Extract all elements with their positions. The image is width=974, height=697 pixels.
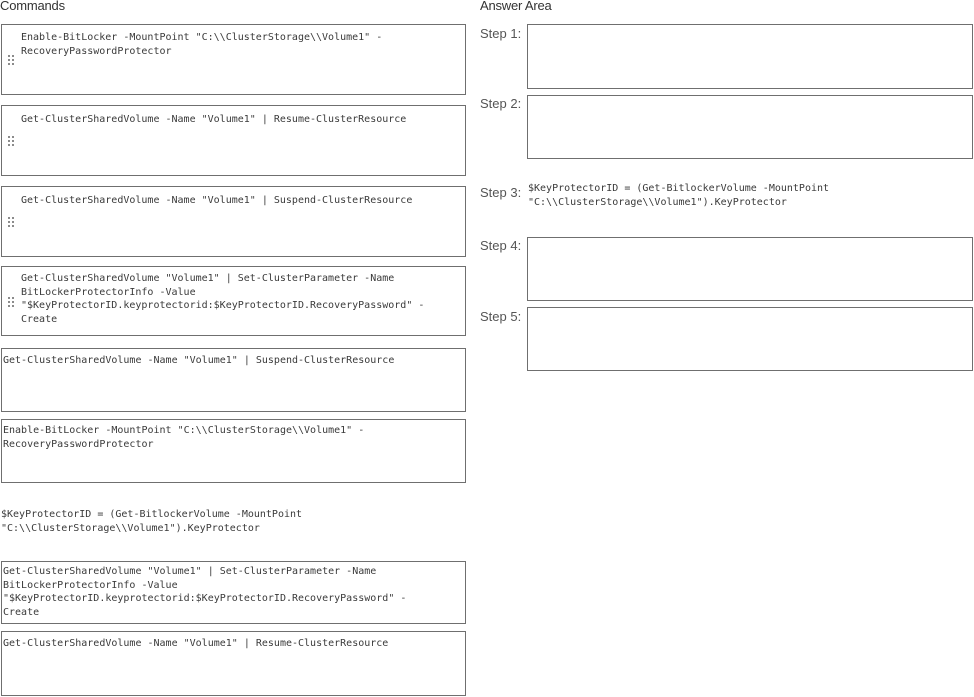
solution-card-resume-cluster-resource xyxy=(1,631,466,696)
command-text: Get-ClusterSharedVolume -Name "Volume1" | Suspend-ClusterResource xyxy=(21,195,413,206)
step-3-drop-target[interactable] xyxy=(527,167,973,229)
command-text: Enable-BitLocker -MountPoint "C:\\ClusterStorage\\Volume1" - RecoveryPasswordProtector xyxy=(21,32,383,57)
solution-card-set-cluster-parameter xyxy=(1,561,466,624)
solution-card-enable-bitlocker xyxy=(1,419,466,483)
step-4-label: Step 4: xyxy=(480,238,522,253)
solution-command-text: Get-ClusterSharedVolume -Name "Volume1" | Suspend-ClusterResource xyxy=(3,355,395,366)
drag-grip-icon[interactable] xyxy=(8,217,14,227)
step-3-command-text: $KeyProtectorID = (Get-BitlockerVolume -MountPoint "C:\\ClusterStorage\\Volume1").KeyProtector xyxy=(528,183,830,208)
step-1-label: Step 1: xyxy=(480,26,522,41)
step-1-drop-target[interactable] xyxy=(527,24,973,89)
solution-command-text: Get-ClusterSharedVolume -Name "Volume1" | Resume-ClusterResource xyxy=(3,638,389,649)
commands-heading: Commands xyxy=(0,0,65,13)
command-card-set-cluster-parameter[interactable] xyxy=(1,266,466,336)
answer-area-heading: Answer Area xyxy=(480,0,552,13)
step-2-label: Step 2: xyxy=(480,96,522,111)
step-5-drop-target[interactable] xyxy=(527,307,973,371)
command-text: Get-ClusterSharedVolume "Volume1" | Set-ClusterParameter -Name BitLockerProtectorInfo -Value "$KeyProtectorID.keyprotectorid:$KeyProtectorID.RecoveryPassword" - Create xyxy=(21,273,425,325)
command-card-resume-cluster-resource[interactable] xyxy=(1,105,466,176)
command-card-enable-bitlocker[interactable] xyxy=(1,24,466,95)
solution-command-text: Get-ClusterSharedVolume "Volume1" | Set-ClusterParameter -Name BitLockerProtectorInfo -Value "$KeyProtectorID.keyprotectorid:$KeyProtectorID.RecoveryPassword" - Create xyxy=(3,566,407,618)
drag-grip-icon[interactable] xyxy=(8,136,14,146)
step-2-drop-target[interactable] xyxy=(527,95,973,159)
step-3-label: Step 3: xyxy=(480,185,522,200)
command-text: Get-ClusterSharedVolume -Name "Volume1" | Resume-ClusterResource xyxy=(21,114,407,125)
step-4-drop-target[interactable] xyxy=(527,237,973,301)
solution-command-text: Enable-BitLocker -MountPoint "C:\\ClusterStorage\\Volume1" - RecoveryPasswordProtector xyxy=(3,425,365,450)
solution-card-suspend-cluster-resource xyxy=(1,348,466,412)
drag-grip-icon[interactable] xyxy=(8,55,14,65)
command-card-suspend-cluster-resource[interactable] xyxy=(1,186,466,257)
drag-grip-icon[interactable] xyxy=(8,297,14,307)
solution-key-protector-command: $KeyProtectorID = (Get-BitlockerVolume -MountPoint "C:\\ClusterStorage\\Volume1").KeyProtector xyxy=(1,509,303,534)
step-5-label: Step 5: xyxy=(480,309,522,324)
